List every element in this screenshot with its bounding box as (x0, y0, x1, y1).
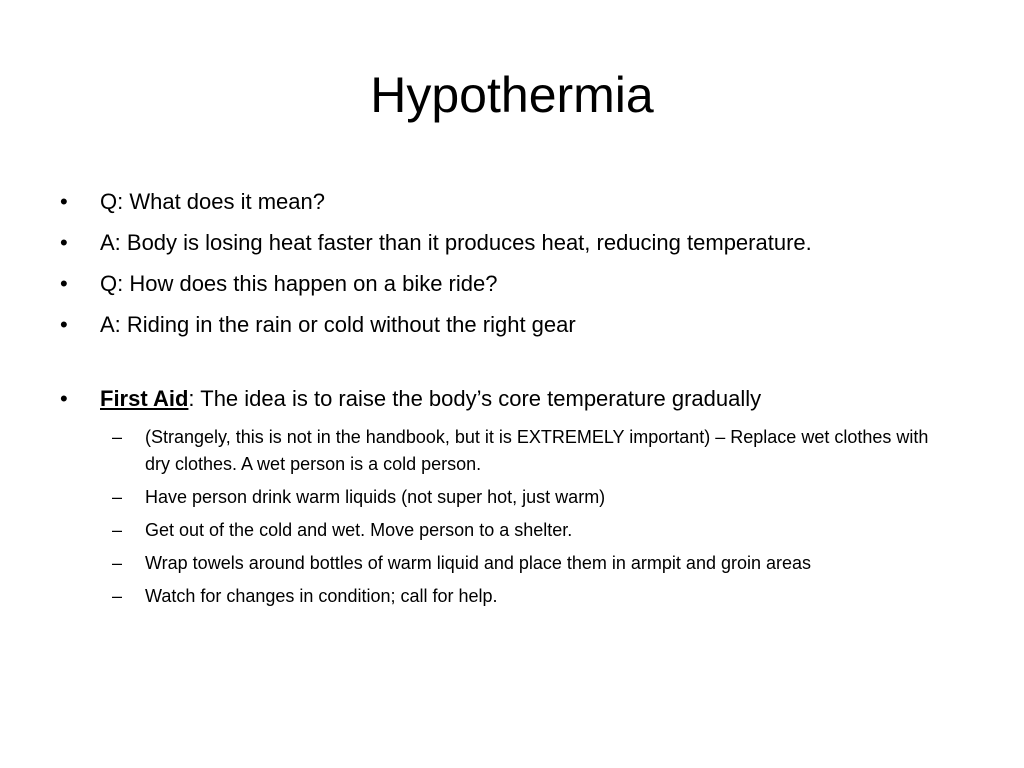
slide-content (60, 186, 980, 616)
bullet-text: Q: What does it mean? (100, 189, 325, 214)
dash-marker: – (112, 427, 123, 447)
bullet-text: Q: How does this happen on a bike ride? (100, 271, 498, 296)
bullet-item-first-aid (60, 383, 980, 415)
bullet-marker: • (60, 312, 68, 337)
sub-bullet-text: Have person drink warm liquids (not super hot, just warm) (145, 487, 606, 507)
sub-bullet-item (60, 484, 945, 511)
first-aid-label: First Aid (100, 386, 189, 411)
sub-bullet-item (60, 424, 945, 478)
bullet-text: A: Riding in the rain or cold without the right gear (100, 312, 576, 337)
bullet-item (60, 268, 980, 300)
sub-bullet-text: Get out of the cold and wet. Move person to a shelter. (145, 520, 573, 540)
first-aid-text: : The idea is to raise the body’s core temperature gradually (188, 386, 762, 411)
bullet-item (60, 186, 980, 218)
bullet-marker: • (60, 271, 68, 296)
bullet-item (60, 227, 980, 259)
sub-bullet-text: Watch for changes in condition; call for help. (145, 586, 498, 606)
slide-title: Hypothermia (370, 67, 654, 123)
dash-marker: – (112, 553, 123, 573)
sub-bullet-text: Wrap towels around bottles of warm liquid and place them in armpit and groin areas (145, 553, 812, 573)
bullet-marker: • (60, 230, 68, 255)
bullet-gap (60, 350, 980, 383)
sub-bullet-item (60, 583, 945, 610)
bullet-marker: • (60, 189, 68, 214)
sub-bullet-text: (Strangely, this is not in the handbook, but it is EXTREMELY important) – Replace wet clothes with dry clothes. A wet person is a cold person. (145, 427, 929, 474)
bullet-item (60, 309, 980, 341)
dash-marker: – (112, 520, 123, 540)
dash-marker: – (112, 487, 123, 507)
sub-bullet-item (60, 550, 945, 577)
sub-bullet-item (60, 517, 945, 544)
bullet-text: A: Body is losing heat faster than it produces heat, reducing temperature. (100, 230, 812, 255)
bullet-marker: • (60, 386, 68, 411)
dash-marker: – (112, 586, 123, 606)
